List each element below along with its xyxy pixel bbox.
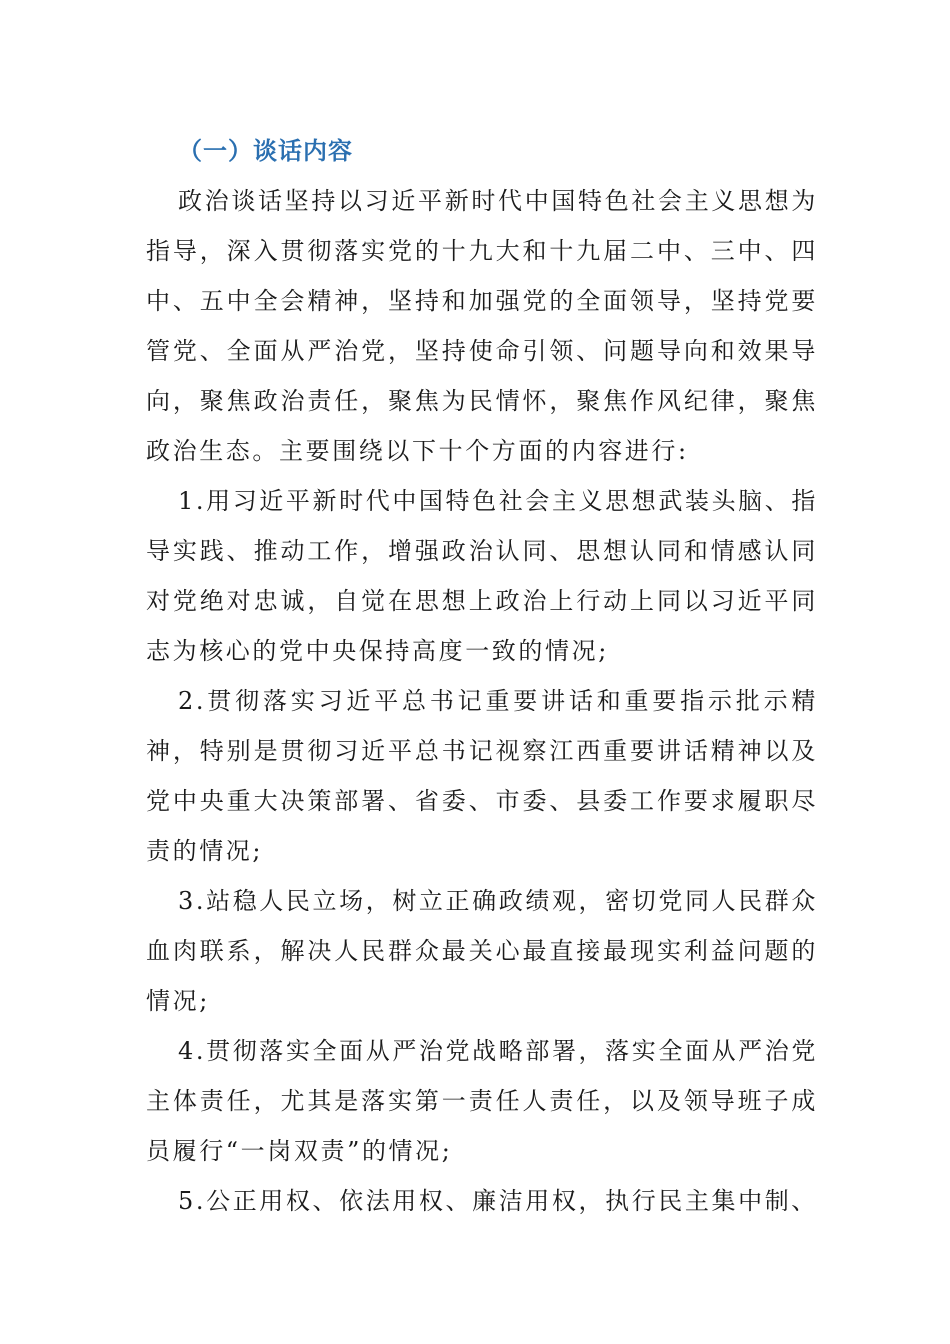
paragraph-item-1: 1.用习近平新时代中国特色社会主义思想武装头脑、指导实践、推动工作，增强政治认同、思想认同和情感认同对党绝对忠诚，自觉在思想上政治上行动上同以习近平同志为核心的党中央保持高度一致的情况; xyxy=(146,487,818,665)
paragraph-item-2: 2.贯彻落实习近平总书记重要讲话和重要指示批示精神，特别是贯彻习近平总书记视察江西重要讲话精神以及党中央重大决策部署、省委、市委、县委工作要求履职尽责的情况; xyxy=(146,687,818,865)
paragraph-intro: 政治谈话坚持以习近平新时代中国特色社会主义思想为指导，深入贯彻落实党的十九大和十九届二中、三中、四中、五中全会精神，坚持和加强党的全面领导，坚持党要管党、全面从严治党，坚持使命引领、问题导向和效果导向，聚焦政治责任，聚焦为民情怀，聚焦作风纪律，聚焦政治生态。主要围绕以下十个方面的内容进行: xyxy=(146,187,818,465)
paragraph-item-3: 3.站稳人民立场，树立正确政绩观，密切党同人民群众血肉联系，解决人民群众最关心最直接最现实利益问题的情况; xyxy=(146,887,818,1015)
paragraph-item-5: 5.公正用权、依法用权、廉洁用权，执行民主集中制、 xyxy=(178,1187,818,1215)
section-heading: （一）谈话内容 xyxy=(178,136,353,165)
document-body xyxy=(146,126,818,1226)
paragraph-item-4: 4.贯彻落实全面从严治党战略部署，落实全面从严治党主体责任，尤其是落实第一责任人责任，以及领导班子成员履行“一岗双责”的情况; xyxy=(146,1037,818,1165)
